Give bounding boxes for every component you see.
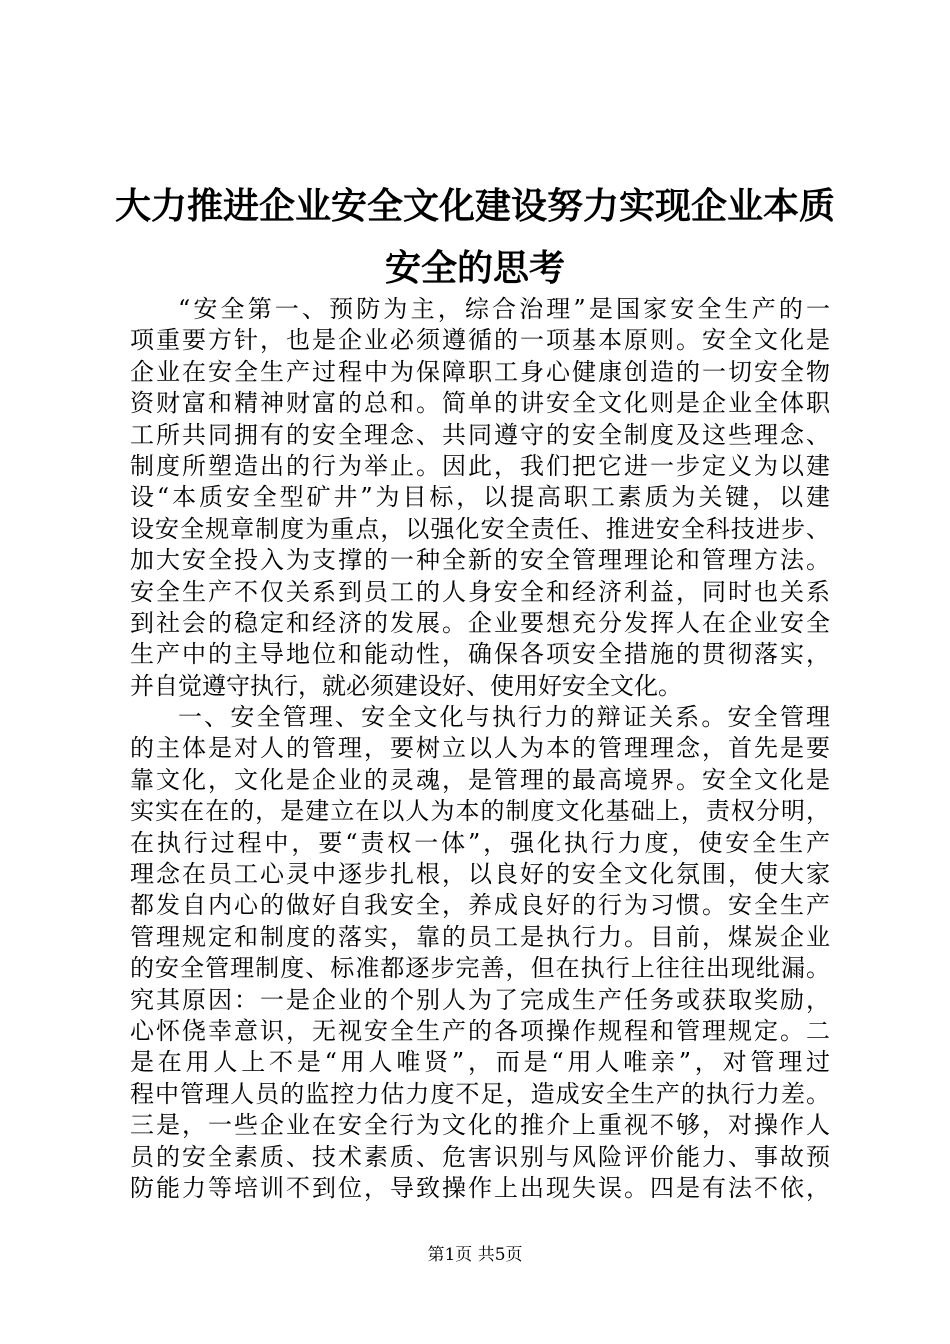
text-line: 的主体是对人的管理，要树立以人为本的管理理念，首先是要 — [130, 734, 830, 763]
paragraph-1 — [130, 294, 830, 702]
document-title-line-2: 安全的思考 — [384, 247, 565, 289]
document-body — [130, 294, 830, 1204]
page-number-footer: 第1页 共5页 — [427, 1245, 523, 1265]
document-title-line-1: 大力推进企业安全文化建设努力实现企业本质 — [114, 185, 835, 227]
text-line: 在执行过程中，要“责权一体”，强化执行力度，使安全生产 — [130, 828, 830, 857]
text-line: 并自觉遵守执行，就必须建设好、使用好安全文化。 — [130, 671, 682, 700]
text-line: 设“本质安全型矿井”为目标，以提高职工素质为关键，以建 — [130, 483, 830, 512]
text-line: 三是，一些企业在安全行为文化的推介上重视不够，对操作人 — [130, 1111, 830, 1140]
text-line: 项重要方针，也是企业必须遵循的一项基本原则。安全文化是 — [130, 326, 830, 355]
text-line: 究其原因：一是企业的个别人为了完成生产任务或获取奖励， — [130, 985, 830, 1014]
text-line: 设安全规章制度为重点，以强化安全责任、推进安全科技进步、 — [130, 514, 830, 543]
text-line: 理念在员工心灵中逐步扎根，以良好的安全文化氛围，使大家 — [130, 860, 830, 889]
text-line: 实实在在的，是建立在以人为本的制度文化基础上，责权分明， — [130, 797, 830, 826]
text-line: 靠文化，文化是企业的灵魂，是管理的最高境界。安全文化是 — [130, 765, 830, 794]
text-line: 资财富和精神财富的总和。简单的讲安全文化则是企业全体职 — [130, 389, 830, 418]
text-line: 生产中的主导地位和能动性，确保各项安全措施的贯彻落实， — [130, 640, 830, 669]
text-line: 企业在安全生产过程中为保障职工身心健康创造的一切安全物 — [130, 357, 830, 386]
text-line: 一、安全管理、安全文化与执行力的辩证关系。安全管理 — [178, 703, 830, 732]
text-line: 管理规定和制度的落实，靠的员工是执行力。目前，煤炭企业 — [130, 922, 830, 951]
text-line: 工所共同拥有的安全理念、共同遵守的安全制度及这些理念、 — [130, 420, 830, 449]
text-line: 是在用人上不是“用人唯贤”，而是“用人唯亲”，对管理过 — [130, 1048, 830, 1077]
text-line: 安全生产不仅关系到员工的人身安全和经济利益，同时也关系 — [130, 577, 830, 606]
text-line: 制度所塑造出的行为举止。因此，我们把它进一步定义为以建 — [130, 451, 830, 480]
text-line: “安全第一、预防为主，综合治理”是国家安全生产的一 — [178, 295, 830, 323]
text-line: 的安全管理制度、标准都逐步完善，但在执行上往往出现纰漏。 — [130, 954, 830, 983]
text-line: 都发自内心的做好自我安全，养成良好的行为习惯。安全生产 — [130, 891, 830, 920]
text-line: 到社会的稳定和经济的发展。企业要想充分发挥人在企业安全 — [130, 608, 830, 637]
text-line: 防能力等培训不到位，导致操作上出现失误。四是有法不依， — [130, 1173, 830, 1202]
paragraph-2 — [130, 702, 830, 1204]
text-line: 心怀侥幸意识，无视安全生产的各项操作规程和管理规定。二 — [130, 1016, 830, 1045]
text-line: 程中管理人员的监控力估力度不足，造成安全生产的执行力差。 — [130, 1079, 830, 1108]
text-line: 员的安全素质、技术素质、危害识别与风险评价能力、事故预 — [130, 1142, 830, 1171]
text-line: 加大安全投入为支撑的一种全新的安全管理理论和管理方法。 — [130, 546, 830, 575]
